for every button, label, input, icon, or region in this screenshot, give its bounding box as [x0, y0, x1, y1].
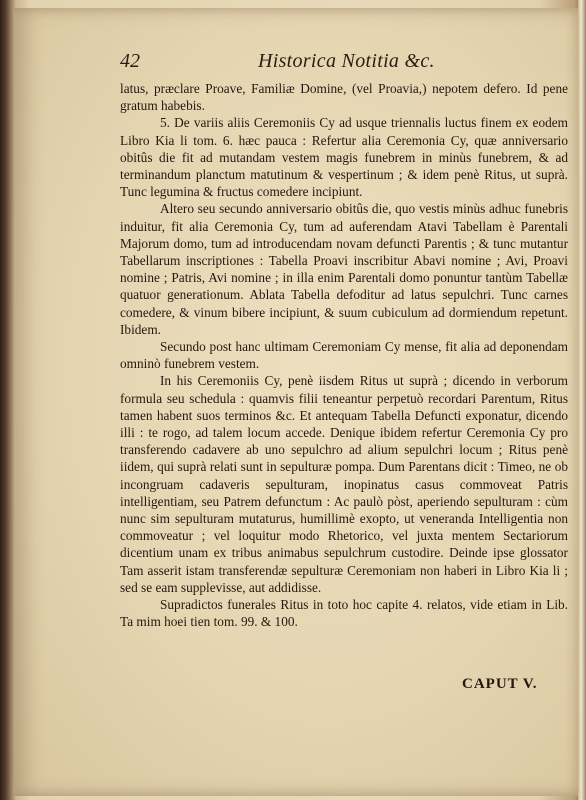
running-header — [110, 46, 570, 76]
page-edge — [578, 0, 586, 800]
paragraph-second-anniversary: Altero seu secundo anniversario obitûs die, quo vestis minùs adhuc funebris induitur, fit alia Ceremonia Cy, tum ad auferendam Atavi Tabellam è Parentali Majorum domo, tum ad introducendam novam defuncti Parentis ; & tunc mutantur Tabellarum inscriptiones : Tabella Proavi inscribitur Abavi nomine ; Avi, Proavi nomine ; Patris, Avi nomine ; in illa enim Parentali domo ponuntur tantùm Tabellæ quatuor generationum. Ablata Tabella defoditur ad latus sepulchri. Tunc carnes comedere, & vinum bibere incipiunt, & suum cubiculum ad dormiendum repetunt. Ibidem. — [120, 201, 568, 337]
paragraph-continuation: latus, præclare Proave, Familiæ Domine, (vel Proavia,) nepotem defero. Id pene gratum habebis. — [120, 81, 568, 114]
body-text — [120, 80, 568, 631]
next-chapter-catchword: CAPUT V. — [462, 676, 538, 692]
page-number: 42 — [120, 50, 140, 72]
paragraph-ceremonies: In his Ceremoniis Cy, penè iisdem Ritus ut suprà ; dicendo in verborum formula seu schedula : quamvis filii teneantur perpetuò recordari Parentum, Ritus tamen habent suos terminos &c. Et antequam Tabella Defuncti exponatur, dicendo illi : te rogo, ad talem locum accede. Denique ibidem refertur Ceremonia Cy pro transferendo cadavere ab uno sepulchro ad alium sepulchri locum ; Ritus penè iidem, qui suprà relati sunt in sepulturæ pompa. Dum Parentans dicit : Timeo, ne ob incongruam cadaveris sepulturam, inopinatus casus commoveat Patris intelligentiam, seu Patrem defunctum : Ac paulò pòst, aperiendo sepulturam : cùm nunc sim sepulturam mutaturus, humillimè exopto, ut veneranda Intelligentia non commoveatur ; vel loquitur modo Rhetorico, vel juxta mentem Sectariorum dicentium unam ex tribus animabus sepulchrum custodire. Deinde ipse glossator Tam asserit istam transferendæ sepulturæ Ceremoniam non haberi in Libro Kia li ; sed se eam supplevisse, aut addidisse. — [120, 373, 568, 595]
paragraph-second-month: Secundo post hanc ultimam Ceremoniam Cy mense, fit alia ad deponendam omninò funebrem vestem. — [120, 339, 568, 372]
paragraph-references: Supradictos funerales Ritus in toto hoc capite 4. relatos, vide etiam in Lib. Ta mim hoei tien tom. 99. & 100. — [120, 597, 568, 630]
running-title: Historica Notitia &c. — [258, 50, 435, 72]
paragraph-section-5: 5. De variis aliis Ceremoniis Cy ad usque triennalis luctus finem ex eodem Libro Kia li tom. 6. hæc pauca : Refertur alia Ceremonia Cy, quæ anniversario obitûs die fit ad mutandam vestem magis funebrem in minùs funebrem, & ad terminandum planctum matutinum & vespertinum ; & idem penè Ritus, ut suprà. Tunc legumina & fructus comedere incipiunt. — [120, 115, 568, 200]
